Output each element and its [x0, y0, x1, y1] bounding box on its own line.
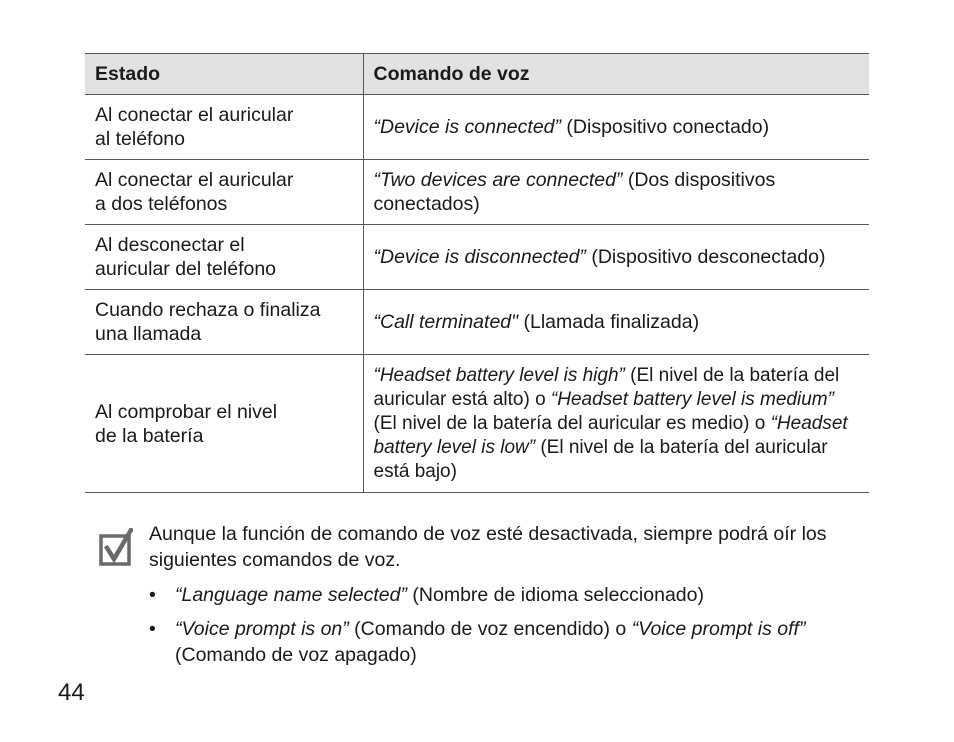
translation-text: (El nivel de la batería del auricular es medio) o [373, 412, 771, 434]
voice-command-phrase: “Device is connected” [373, 116, 561, 138]
bullet-dot: • [149, 584, 156, 606]
bullet-text [175, 584, 704, 606]
state-cell: Al conectar el auricular al teléfono [85, 95, 363, 160]
table-row [85, 95, 869, 160]
header-estado: Estado [85, 54, 363, 95]
table-row [85, 160, 869, 225]
command-cell [363, 160, 869, 225]
note-text: Aunque la función de comando de voz esté desactivada, siempre podrá oír los siguientes comandos de voz. [149, 523, 827, 571]
voice-command-phrase: “Headset battery level is low” [373, 412, 848, 458]
table-row [85, 290, 869, 355]
voice-command-phrase: “Voice prompt is on” [175, 618, 349, 640]
state-cell: Al desconectar el auricular del teléfono [85, 225, 363, 290]
bullet-list [149, 582, 869, 676]
list-item [149, 616, 869, 668]
voice-command-phrase: “Voice prompt is off” [631, 618, 806, 640]
voice-command-phrase: “Two devices are connected” [373, 169, 623, 191]
translation-text: (Dispositivo conectado) [561, 116, 770, 138]
page-number: 44 [58, 679, 85, 706]
table-row [85, 355, 869, 493]
command-cell [363, 225, 869, 290]
voice-command-phrase: “Language name selected” [175, 584, 407, 606]
bullet-dot: • [149, 618, 156, 640]
voice-command-table [85, 53, 869, 493]
state-cell: Cuando rechaza o finaliza una llamada [85, 290, 363, 355]
voice-command-phrase: “Device is disconnected” [373, 246, 586, 268]
list-item [149, 582, 869, 608]
command-cell [363, 95, 869, 160]
translation-text: (Llamada finalizada) [518, 311, 700, 333]
voice-command-phrase: “Call terminated" [373, 311, 519, 333]
translation-text: (El nivel de la batería del auricular está bajo) [373, 436, 828, 482]
state-cell: Al conectar el auricular a dos teléfonos [85, 160, 363, 225]
command-cell [363, 355, 869, 493]
state-cell: Al comprobar el nivel de la batería [85, 355, 363, 493]
translation-text: (El nivel de la batería del auricular está alto) o [373, 364, 840, 410]
bullet-text [175, 618, 805, 666]
voice-command-phrase: “Headset battery level is medium” [550, 388, 834, 410]
header-comando-de-voz: Comando de voz [363, 54, 869, 95]
translation-text: (Dos dispositivos conectados) [373, 169, 776, 215]
translation-text: (Comando de voz encendido) o [348, 618, 632, 640]
command-cell [363, 290, 869, 355]
voice-command-phrase: “Headset battery level is high” [373, 364, 625, 386]
table-header-row [85, 54, 869, 95]
translation-text: (Dispositivo desconectado) [585, 246, 826, 268]
table-row [85, 225, 869, 290]
checkbox-checked-icon [99, 528, 133, 566]
translation-text: (Nombre de idioma seleccionado) [407, 584, 704, 606]
translation-text: (Comando de voz apagado) [175, 644, 417, 666]
